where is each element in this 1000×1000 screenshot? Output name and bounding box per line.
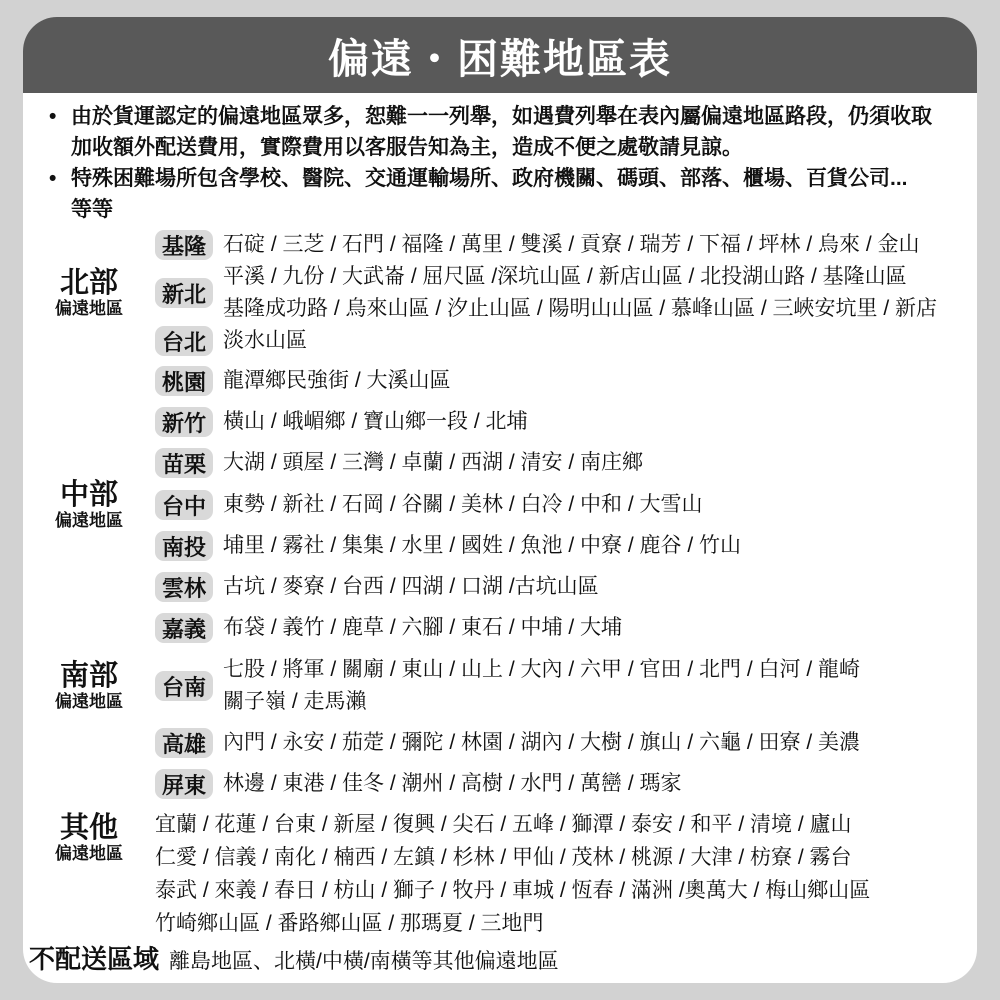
section-north	[23, 229, 977, 357]
city-badge-hsinchu: 新竹	[155, 407, 213, 437]
note-lines	[71, 101, 932, 163]
area-line: 內門 / 永安 / 茄萣 / 彌陀 / 林園 / 湖內 / 大樹 / 旗山 / 六龜 / 田寮 / 美濃	[223, 731, 861, 754]
table-row	[155, 325, 977, 357]
note-item	[49, 163, 955, 225]
city-badge-taipei: 台北	[155, 326, 213, 356]
area-line: 石碇 / 三芝 / 石門 / 福隆 / 萬里 / 雙溪 / 貢寮 / 瑞芳 / 下福 / 坪林 / 烏來 / 金山	[223, 233, 920, 256]
section-rows	[155, 808, 977, 940]
city-badge-tainan: 台南	[155, 671, 213, 701]
notes-list	[23, 93, 977, 225]
city-badge-chiayi: 嘉義	[155, 613, 213, 643]
section-label-title: 中部	[59, 479, 118, 511]
section-label-sub: 偏遠地區	[55, 299, 123, 318]
area-line: 竹崎鄉山區 / 番路鄉山區 / 那瑪夏 / 三地門	[155, 912, 544, 935]
section-rows	[155, 229, 977, 357]
area-line: 宜蘭 / 花蓮 / 台東 / 新屋 / 復興 / 尖石 / 五峰 / 獅潭 / 泰安 / 和平 / 清境 / 廬山	[155, 813, 852, 836]
area-line: 古坑 / 麥寮 / 台西 / 四湖 / 口湖 /古坑山區	[223, 575, 599, 598]
table-row	[155, 447, 977, 479]
no-delivery-text: 離島地區、北橫/中橫/南橫等其他偏遠地區	[169, 950, 559, 973]
card-header	[23, 17, 977, 93]
no-delivery-row	[23, 944, 977, 975]
section-rows	[155, 489, 977, 644]
city-badge-newtaipei: 新北	[155, 278, 213, 308]
city-badge-taoyuan: 桃園	[155, 366, 213, 396]
section-rows	[155, 365, 977, 479]
note-lines	[71, 163, 908, 225]
section-label-title: 南部	[59, 660, 118, 692]
section-label-sub: 偏遠地區	[55, 511, 123, 530]
table-row	[155, 229, 977, 261]
table-row	[155, 365, 977, 397]
note-line: 由於貨運認定的偏遠地區眾多，恕難一一列舉，如遇費列舉在表內屬偏遠地區路段，仍須收取	[71, 105, 932, 128]
section-label-col	[23, 229, 155, 357]
city-badge-nantou: 南投	[155, 531, 213, 561]
city-badge-kaohsiung: 高雄	[155, 728, 213, 758]
area-line: 關子嶺 / 走馬瀨	[223, 690, 367, 713]
note-item	[49, 101, 955, 163]
table-row	[155, 406, 977, 438]
area-line: 東勢 / 新社 / 石岡 / 谷關 / 美林 / 白冷 / 中和 / 大雪山	[223, 493, 703, 516]
section-label-col	[23, 365, 155, 479]
section-other	[23, 808, 977, 940]
section-rows	[155, 654, 977, 800]
section-label	[55, 267, 123, 319]
city-badge-miaoli: 苗栗	[155, 448, 213, 478]
bullet-icon: •	[49, 167, 57, 190]
section-label	[55, 812, 123, 864]
area-line: 埔里 / 霧社 / 集集 / 水里 / 國姓 / 魚池 / 中寮 / 鹿谷 / 竹山	[223, 534, 742, 557]
section-label-sub: 偏遠地區	[55, 844, 123, 863]
section-label-title: 其他	[59, 812, 118, 844]
section-label-col	[23, 808, 155, 940]
section-central	[23, 479, 977, 644]
section-label-col	[23, 654, 155, 800]
area-line: 平溪 / 九份 / 大武崙 / 屈尺區 /深坑山區 / 新店山區 / 北投湖山路 / 基隆山區	[223, 265, 907, 288]
section-label-sub: 偏遠地區	[55, 692, 123, 711]
table-row	[155, 808, 977, 940]
table-row	[155, 489, 977, 521]
note-line: 特殊困難場所包含學校、醫院、交通運輸場所、政府機關、碼頭、部落、櫃場、百貨公司...	[71, 167, 908, 190]
area-line: 仁愛 / 信義 / 南化 / 楠西 / 左鎮 / 杉林 / 甲仙 / 茂林 / 桃源 / 大津 / 枋寮 / 霧台	[155, 846, 852, 869]
area-line: 橫山 / 峨嵋鄉 / 寶山鄉一段 / 北埔	[223, 410, 528, 433]
table-row	[155, 727, 977, 759]
city-badge-keelung: 基隆	[155, 230, 213, 260]
city-badge-pingtung: 屏東	[155, 769, 213, 799]
table-row	[155, 768, 977, 800]
area-line: 林邊 / 東港 / 佳冬 / 潮州 / 高樹 / 水門 / 萬巒 / 瑪家	[223, 772, 682, 795]
table-row	[155, 654, 977, 718]
area-line: 七股 / 將軍 / 關廟 / 東山 / 山上 / 大內 / 六甲 / 官田 / 北門 / 白河 / 龍崎	[223, 658, 861, 681]
section-south	[23, 654, 977, 800]
section-label	[55, 660, 123, 712]
remote-area-table	[23, 229, 977, 940]
no-delivery-label: 不配送區域	[29, 944, 160, 974]
remote-area-table-card	[23, 17, 977, 983]
area-line: 布袋 / 義竹 / 鹿草 / 六腳 / 東石 / 中埔 / 大埔	[223, 616, 623, 639]
area-line: 基隆成功路 / 烏來山區 / 汐止山區 / 陽明山山區 / 慕峰山區 / 三峽安坑里 / 新店	[223, 297, 938, 320]
area-line: 大湖 / 頭屋 / 三灣 / 卓蘭 / 西湖 / 清安 / 南庄鄉	[223, 451, 644, 474]
table-row	[155, 571, 977, 603]
city-badge-taichung: 台中	[155, 490, 213, 520]
section-label	[55, 479, 123, 531]
area-line: 龍潭鄉民強街 / 大溪山區	[223, 369, 451, 392]
table-row	[155, 261, 977, 325]
section-label-title: 北部	[59, 267, 118, 299]
note-line: 等等	[71, 198, 113, 221]
area-line: 泰武 / 來義 / 春日 / 枋山 / 獅子 / 牧丹 / 車城 / 恆春 / 滿洲 /奧萬大 / 梅山鄉山區	[155, 879, 871, 902]
bullet-icon: •	[49, 105, 57, 128]
page-title: 偏遠・困難地區表	[328, 35, 672, 82]
section-north-extra	[23, 365, 977, 479]
table-row	[155, 530, 977, 562]
city-badge-yunlin: 雲林	[155, 572, 213, 602]
section-label-col	[23, 479, 155, 644]
note-line: 加收額外配送費用，實際費用以客服告知為主，造成不便之處敬請見諒。	[71, 136, 743, 159]
area-line: 淡水山區	[223, 329, 307, 352]
table-row	[155, 612, 977, 644]
